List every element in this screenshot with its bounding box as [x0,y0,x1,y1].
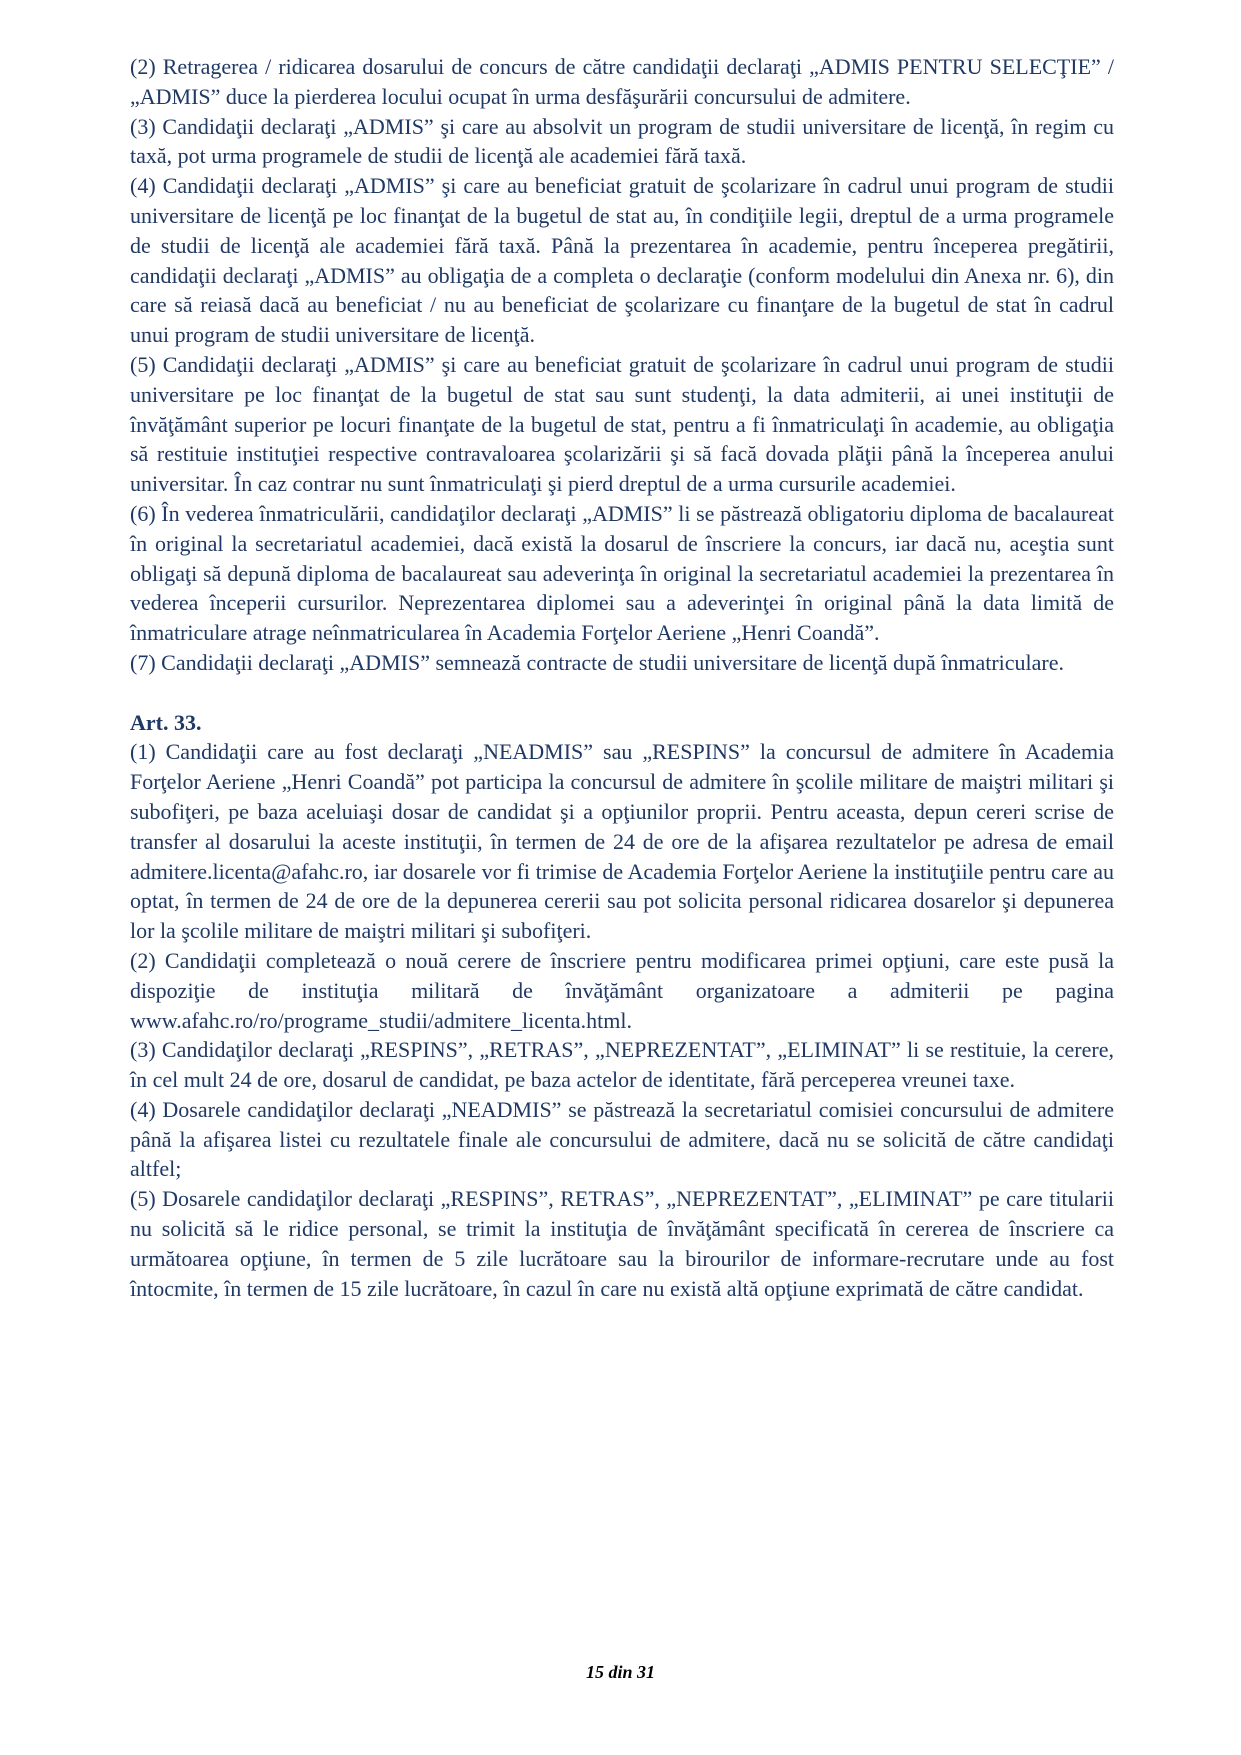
paragraph-art32-5: (5) Candidaţii declaraţi „ADMIS” şi care au beneficiat gratuit de şcolarizare în cadrul unui program de studii universitare pe loc finanţat de la bugetul de stat sau sunt studenţi, la data admiterii, ai unei instituţii de învăţământ superior pe locuri finanţate de la bugetul de stat, pentru a fi înmatriculaţi în academie, au obligaţia să restituie instituţiei respective contravaloarea şcolarizării şi să facă dovada plăţii până la începerea anului universitar. În caz contrar nu sunt înmatriculaţi şi pierd dreptul de a urma cursurile academiei. [130,351,1114,497]
paragraph-art33-4: (4) Dosarele candidaţilor declaraţi „NEADMIS” se păstrează la secretariatul comisiei concursului de admitere până la afişarea listei cu rezultatele finale ale concursului de admitere, dacă nu se solicită de către candidaţi altfel; [130,1096,1114,1182]
paragraph-art32-3: (3) Candidaţii declaraţi „ADMIS” şi care au absolvit un program de studii universitare de licenţă, în regim cu taxă, pot urma programele de studii de licenţă ale academiei fără taxă. [130,113,1114,169]
paragraph-art32-2: (2) Retragerea / ridicarea dosarului de concurs de către candidaţii declaraţi „ADMIS PENTRU SELECŢIE” / „ADMIS” duce la pierderea locului ocupat în urma desfăşurării concursului de admitere. [130,54,1114,109]
page-number: 15 din 31 [585,1662,655,1682]
paragraph-art32-7: (7) Candidaţii declaraţi „ADMIS” semnează contracte de studii universitare de licenţă după înmatriculare. [130,649,1065,675]
document-body [130,52,1114,1303]
paragraph-art33-5: (5) Dosarele candidaţilor declaraţi „RESPINS”, RETRAS”, „NEPREZENTAT”, „ELIMINAT” pe care titularii nu solicită să le ridice personal, se trimit la instituţia de învăţământ specificată în cererea de înscriere ca următoarea opţiune, în termen de 5 zile lucrătoare sau la birourilor de informare-recrutare unde au fost întocmite, în termen de 15 zile lucrătoare, în cazul în care nu există altă opţiune exprimată de către candidat. [130,1186,1114,1301]
paragraph-art33-2: (2) Candidaţii completează o nouă cerere de înscriere pentru modificarea primei opţiuni, care este pusă la dispoziţie de instituţia militară de învăţământ organizatoare a admiterii pe pagina www.afahc.ro/ro/programe_studii/admitere_licenta.html. [130,947,1114,1033]
paragraph-art33-3: (3) Candidaţilor declaraţi „RESPINS”, „RETRAS”, „NEPREZENTAT”, „ELIMINAT” li se restituie, la cerere, în cel mult 24 de ore, dosarul de candidat, pe baza actelor de identitate, fără perceperea vreunei taxe. [130,1037,1114,1093]
paragraph-art32-6: (6) În vederea înmatriculării, candidaţilor declaraţi „ADMIS” li se păstrează obligatoriu diploma de bacalaureat în original la secretariatul academiei, dacă există la dosarul de înscriere la concurs, iar dacă nu, aceştia sunt obligaţi să depună diploma de bacalaureat sau adeverinţa în original la secretariatul academiei la prezentarea în vederea începerii cursurilor. Neprezentarea diplomei sau a adeverinţei în original până la data limită de înmatriculare atrage neînmatricularea în Academia Forţelor Aeriene „Henri Coandă”. [130,500,1114,646]
paragraph-art33-1: (1) Candidaţii care au fost declaraţi „NEADMIS” sau „RESPINS” la concursul de admitere în Academia Forţelor Aeriene „Henri Coandă” pot participa la concursul de admitere în şcolile militare de maiştri militari şi subofiţeri, pe baza aceluiaşi dosar de candidat şi a opţiunilor proprii. Pentru aceasta, depun cereri scrise de transfer al dosarului la aceste instituţii, în termen de 24 de ore de la afişarea rezultatelor pe adresa de email admitere.licenta@afahc.ro, iar dosarele vor fi trimise de Academia Forţelor Aeriene la instituţiile pentru care au optat, în termen de 24 de ore de la depunerea cererii sau pot solicita personal ridicarea dosarelor şi depunerea lor la şcolile militare de maiştri militari şi subofiţeri. [130,739,1114,944]
paragraph-art32-4: (4) Candidaţii declaraţi „ADMIS” şi care au beneficiat gratuit de şcolarizare în cadrul unui program de studii universitare de licenţă pe loc finanţat de la bugetul de stat au, în condiţiile legii, dreptul de a urma programele de studii de licenţă ale academiei fără taxă. Până la prezentarea în academie, pentru începerea pregătirii, candidaţii declaraţi „ADMIS” au obligaţia de a completa o declaraţie (conform modelului din Anexa nr. 6), din care să reiasă dacă au beneficiat / nu au beneficiat de şcolarizare cu finanţare de la bugetul de stat în cadrul unui program de studii universitare de licenţă. [130,173,1114,348]
article-33-heading: Art. 33. [130,709,202,735]
